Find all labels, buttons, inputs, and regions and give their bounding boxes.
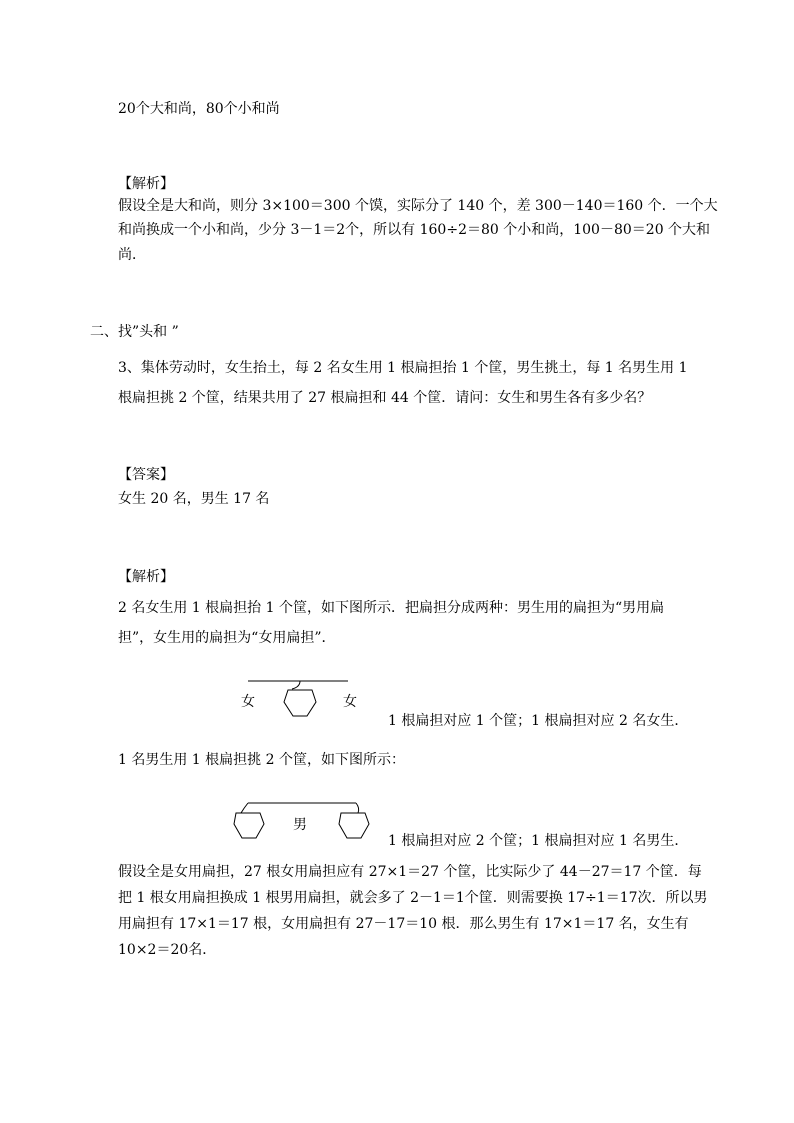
analysis-line: 担”，女生用的扁担为“女用扁担”． (118, 630, 336, 646)
section-title: 二、找”头和 ” (90, 324, 179, 340)
analysis-line: 把 1 根女用扁担换成 1 根男用扁担，就会多了 2－1＝1个筐．则需要换 17÷1＝17次．所以男 (118, 890, 708, 906)
analysis-line: 1 名男生用 1 根扁担挑 2 个筐，如下图所示： (118, 752, 405, 768)
analysis-heading: 【解析】 (118, 569, 174, 585)
analysis-line: 假设全是女用扁担，27 根女用扁担应有 27×1＝27 个筐，比实际少了 44－27＝17 个筐．每 (118, 864, 702, 880)
figure-caption: 1 根扁担对应 1 个筐；1 根扁担对应 2 名女生． (388, 713, 689, 729)
problem-line: 3、集体劳动时，女生抬土，每 2 名女生用 1 根扁担抬 1 个筐，男生挑土，每 1 名男生用 1 (118, 360, 688, 376)
basket-icon (284, 690, 316, 716)
basket-icon (339, 813, 369, 838)
answer-text: 20个大和尚，80个小和尚 (118, 101, 280, 117)
answer-heading: 【答案】 (118, 467, 174, 483)
male-label: 男 (293, 817, 307, 833)
analysis-line: 假设全是大和尚，则分 3×100＝300 个馍，实际分了 140 个，差 300－140＝160 个．一个大 (118, 198, 718, 214)
analysis-line: 用扁担有 17×1＝17 根，女用扁担有 27－17＝10 根．那么男生有 17×1＝17 名，女生有 (118, 916, 689, 932)
analysis-line: 和尚换成一个小和尚，少分 3－1＝2个，所以有 160÷2＝80 个小和尚，100－80＝20 个大和 (118, 222, 711, 238)
female-pole-figure (230, 672, 370, 732)
figure-caption: 1 根扁担对应 2 个筐；1 根扁担对应 1 名男生． (388, 833, 689, 849)
answer-text: 女生 20 名，男生 17 名 (118, 491, 270, 507)
female-label-left: 女 (241, 694, 255, 710)
male-pole-figure (230, 796, 375, 846)
female-label-right: 女 (343, 694, 357, 710)
problem-line: 根扁担挑 2 个筐，结果共用了 27 根扁担和 44 个筐．请问：女生和男生各有多少名？ (118, 390, 652, 406)
analysis-heading: 【解析】 (118, 176, 174, 192)
analysis-line: 2 名女生用 1 根扁担抬 1 个筐，如下图所示．把扁担分成两种：男生用的扁担为“男用扁 (118, 600, 665, 616)
analysis-line: 尚． (118, 247, 146, 263)
analysis-line: 10×2＝20名． (118, 942, 217, 958)
basket-icon (234, 813, 264, 838)
